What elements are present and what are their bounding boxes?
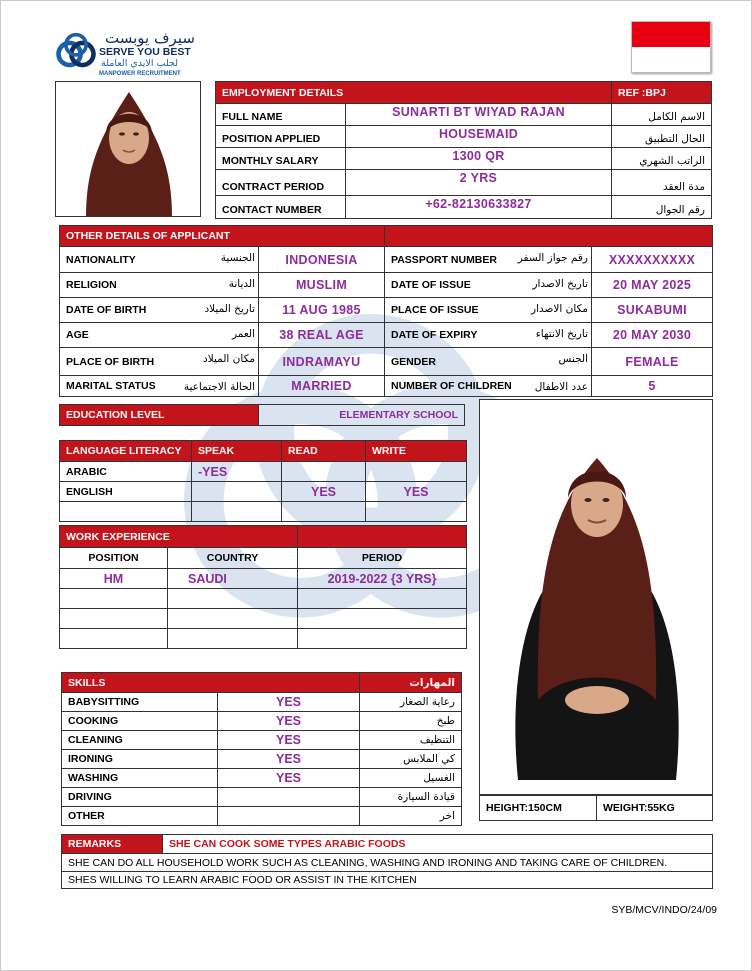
company-logo	[53, 29, 193, 81]
employment-value: HOUSEMAID	[345, 125, 612, 148]
employment-value: 1300 QR	[345, 147, 612, 170]
language-table	[59, 440, 467, 522]
logo-arabic-sub: لجلب الايدي العاملة	[101, 58, 179, 69]
language-cell: YES	[282, 482, 366, 502]
work-experience-table	[59, 525, 467, 649]
logo-rings-icon	[53, 31, 99, 77]
language-cell	[366, 502, 467, 522]
skill-row	[62, 712, 462, 731]
employment-arabic-label: مدة العقد	[611, 169, 712, 196]
language-cell	[366, 462, 467, 482]
skill-value	[218, 807, 360, 826]
other-left-label: PLACE OF BIRTH	[59, 347, 259, 376]
skill-arabic: قيادة السيارة	[360, 788, 462, 807]
work-cell: HM	[60, 569, 168, 589]
employment-label: CONTACT NUMBER	[215, 195, 346, 219]
language-row	[60, 462, 467, 482]
work-cell	[168, 589, 298, 609]
work-header-blank	[298, 526, 467, 548]
ref-code: REF :BPJ	[611, 81, 712, 104]
skills-table	[61, 672, 462, 826]
skill-name: CLEANING	[62, 731, 218, 750]
language-cell: ARABIC	[60, 462, 192, 482]
skill-row	[62, 731, 462, 750]
skill-value: YES	[218, 712, 360, 731]
applicant-fullbody-icon	[480, 400, 713, 795]
skill-name: IRONING	[62, 750, 218, 769]
other-right-label: PASSPORT NUMBER	[384, 246, 592, 273]
other-right-value: XXXXXXXXXX	[591, 246, 713, 273]
education-label: EDUCATION LEVEL	[59, 404, 259, 426]
other-right-label: GENDER	[384, 347, 592, 376]
education-value: ELEMENTARY SCHOOL	[258, 404, 465, 426]
employment-value: SUNARTI BT WIYAD RAJAN	[345, 103, 612, 126]
skill-name: BABYSITTING	[62, 693, 218, 712]
other-left-value: INDRAMAYU	[258, 347, 385, 376]
other-left-label: NATIONALITY	[59, 246, 259, 273]
language-cell	[192, 502, 282, 522]
applicant-photo-small	[55, 81, 201, 217]
employment-value: +62-82130633827	[345, 195, 612, 219]
skill-value: YES	[218, 769, 360, 788]
work-column-header: COUNTRY	[168, 548, 298, 569]
logo-sub: MANPOWER RECRUITMENT	[99, 71, 181, 77]
work-header: WORK EXPERIENCE	[60, 526, 298, 548]
language-header-row	[60, 441, 467, 462]
employment-header: EMPLOYMENT DETAILS	[215, 81, 612, 104]
language-cell	[282, 462, 366, 482]
other-left-value: MUSLIM	[258, 272, 385, 298]
skill-row	[62, 769, 462, 788]
employment-arabic-label: رقم الجوال	[611, 195, 712, 219]
other-right-value: SUKABUMI	[591, 297, 713, 323]
language-cell	[282, 502, 366, 522]
other-left-arabic: الجنسية	[220, 252, 255, 264]
employment-value: 2 YRS	[345, 169, 612, 196]
skill-row	[62, 807, 462, 826]
other-left-arabic: تاريخ الميلاد	[204, 303, 255, 315]
language-cell	[192, 482, 282, 502]
employment-label: POSITION APPLIED	[215, 125, 346, 148]
skill-value	[218, 788, 360, 807]
skill-value: YES	[218, 731, 360, 750]
other-left-label: MARITAL STATUS	[59, 375, 259, 397]
work-cell	[60, 589, 168, 609]
work-header-row	[60, 526, 467, 548]
skills-header: SKILLS	[62, 673, 360, 693]
work-column-header: POSITION	[60, 548, 168, 569]
other-right-label: DATE OF ISSUE	[384, 272, 592, 298]
employment-arabic-label: الاسم الكامل	[611, 103, 712, 126]
language-cell	[60, 502, 192, 522]
other-right-label: PLACE OF ISSUE	[384, 297, 592, 323]
skill-value: YES	[218, 750, 360, 769]
other-right-value: 5	[591, 375, 713, 397]
other-right-value: 20 MAY 2030	[591, 322, 713, 348]
other-right-arabic: عدد الاطفال	[534, 381, 588, 393]
remarks-headline: SHE CAN COOK SOME TYPES ARABIC FOODS	[162, 834, 713, 854]
other-right-arabic: رقم جواز السفر	[517, 252, 588, 264]
work-cell	[60, 629, 168, 649]
employment-label: MONTHLY SALARY	[215, 147, 346, 170]
skill-row	[62, 750, 462, 769]
work-row	[60, 629, 467, 649]
work-cell: SAUDI	[168, 569, 298, 589]
remarks-label: REMARKS	[61, 834, 163, 854]
other-left-label: AGE	[59, 322, 259, 348]
work-cell	[298, 629, 467, 649]
skill-name: COOKING	[62, 712, 218, 731]
weight-value: WEIGHT:55KG	[596, 795, 713, 821]
other-right-label: DATE OF EXPIRY	[384, 322, 592, 348]
skill-name: OTHER	[62, 807, 218, 826]
skill-name: DRIVING	[62, 788, 218, 807]
other-right-value: FEMALE	[591, 347, 713, 376]
work-row	[60, 589, 467, 609]
work-cell	[60, 609, 168, 629]
other-right-arabic: مكان الاصدار	[531, 303, 588, 315]
other-left-arabic: العمر	[231, 328, 255, 340]
skill-arabic: الغسيل	[360, 769, 462, 788]
language-cell: -YES	[192, 462, 282, 482]
other-right-label: NUMBER OF CHILDREN	[384, 375, 592, 397]
other-left-value: 38 REAL AGE	[258, 322, 385, 348]
skill-arabic: رعاية الصغار	[360, 693, 462, 712]
skill-value: YES	[218, 693, 360, 712]
other-details-header-right	[384, 225, 713, 247]
work-cell	[298, 609, 467, 629]
applicant-photo-full	[479, 399, 713, 795]
language-header-cell: SPEAK	[192, 441, 282, 462]
skill-row	[62, 693, 462, 712]
work-columns-row	[60, 548, 467, 569]
logo-name: SERVE YOU BEST	[99, 46, 191, 58]
skill-row	[62, 788, 462, 807]
document-code: SYB/MCV/INDO/24/09	[611, 904, 717, 916]
work-row	[60, 569, 467, 589]
employment-arabic-label: الراتب الشهري	[611, 147, 712, 170]
remarks-line-2: SHES WILLING TO LEARN ARABIC FOOD OR ASSIST IN THE KITCHEN	[61, 871, 713, 889]
applicant-portrait-icon	[56, 82, 201, 217]
other-left-arabic: الديانة	[228, 278, 255, 290]
work-cell	[298, 589, 467, 609]
skills-header-row	[62, 673, 462, 693]
language-cell: YES	[366, 482, 467, 502]
language-header-cell: READ	[282, 441, 366, 462]
other-left-arabic: مكان الميلاد	[203, 353, 255, 365]
work-cell: 2019-2022 {3 YRS}	[298, 569, 467, 589]
other-right-arabic: تاريخ الاصدار	[532, 278, 588, 290]
remarks-line-1: SHE CAN DO ALL HOUSEHOLD WORK SUCH AS CLEANING, WASHING AND IRONING AND TAKING CARE OF CHILDREN.	[61, 853, 713, 872]
employment-label: CONTRACT PERIOD	[215, 169, 346, 196]
other-left-value: INDONESIA	[258, 246, 385, 273]
employment-label: FULL NAME	[215, 103, 346, 126]
other-details-header: OTHER DETAILS OF APPLICANT	[59, 225, 385, 247]
language-row	[60, 502, 467, 522]
skill-arabic: التنظيف	[360, 731, 462, 750]
other-left-arabic: الحالة الاجتماعية	[183, 381, 255, 393]
work-cell	[168, 629, 298, 649]
skill-name: WASHING	[62, 769, 218, 788]
other-left-label: DATE OF BIRTH	[59, 297, 259, 323]
language-cell: ENGLISH	[60, 482, 192, 502]
logo-arabic: سيرف يوبست	[105, 29, 195, 47]
height-value: HEIGHT:150CM	[479, 795, 597, 821]
skill-arabic: طبخ	[360, 712, 462, 731]
other-right-arabic: تاريخ الانتهاء	[535, 328, 588, 340]
work-cell	[168, 609, 298, 629]
language-row	[60, 482, 467, 502]
other-left-value: 11 AUG 1985	[258, 297, 385, 323]
language-header-cell: LANGUAGE LITERACY	[60, 441, 192, 462]
indonesia-flag-icon	[631, 21, 711, 73]
skill-arabic: كي الملابس	[360, 750, 462, 769]
work-row	[60, 609, 467, 629]
employment-arabic-label: الحال التطبيق	[611, 125, 712, 148]
language-header-cell: WRITE	[366, 441, 467, 462]
other-left-value: MARRIED	[258, 375, 385, 397]
other-left-label: RELIGION	[59, 272, 259, 298]
skills-header-arabic: المهارات	[360, 673, 462, 693]
other-right-value: 20 MAY 2025	[591, 272, 713, 298]
skill-arabic: اخر	[360, 807, 462, 826]
other-right-arabic: الجنس	[558, 353, 588, 365]
work-column-header: PERIOD	[298, 548, 467, 569]
